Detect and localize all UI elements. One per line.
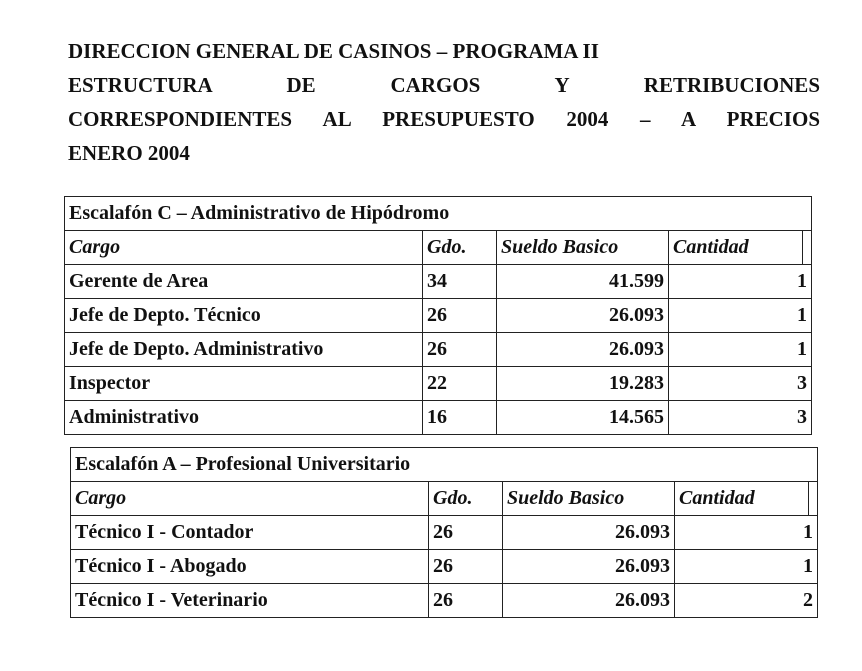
cell-sueldo: 26.093 <box>503 550 675 584</box>
section-heading: Escalafón C – Administrativo de Hipódromo <box>65 197 812 231</box>
section-heading-row <box>65 197 812 231</box>
table-row <box>65 333 812 367</box>
empty-cell <box>803 231 812 265</box>
cell-grado: 16 <box>423 401 497 435</box>
table-row <box>71 516 818 550</box>
column-header-grado: Gdo. <box>423 231 497 265</box>
table-row <box>65 299 812 333</box>
cell-sueldo: 19.283 <box>497 367 669 401</box>
cell-cargo: Técnico I - Contador <box>71 516 429 550</box>
cell-cantidad: 3 <box>669 401 812 435</box>
cell-grado: 34 <box>423 265 497 299</box>
table-row <box>65 367 812 401</box>
cell-sueldo: 26.093 <box>503 584 675 618</box>
column-header-sueldo: Sueldo Basico <box>497 231 669 265</box>
empty-cell <box>809 482 818 516</box>
salary-table-escalafon-a <box>70 447 818 618</box>
cell-cargo: Técnico I - Veterinario <box>71 584 429 618</box>
cell-sueldo: 41.599 <box>497 265 669 299</box>
table-row <box>71 584 818 618</box>
column-header-row <box>65 231 812 265</box>
cell-cargo: Jefe de Depto. Administrativo <box>65 333 423 367</box>
title-line-4: ENERO 2004 <box>68 141 190 165</box>
document-title <box>68 34 820 170</box>
column-header-row <box>71 482 818 516</box>
cell-sueldo: 26.093 <box>497 299 669 333</box>
cell-grado: 26 <box>423 299 497 333</box>
cell-cantidad: 1 <box>675 550 818 584</box>
cell-cantidad: 1 <box>669 265 812 299</box>
title-line-2: ESTRUCTURA DE CARGOS Y RETRIBUCIONES <box>68 73 820 97</box>
salary-table-escalafon-c <box>64 196 812 435</box>
cell-cantidad: 1 <box>675 516 818 550</box>
cell-sueldo: 26.093 <box>497 333 669 367</box>
cell-cantidad: 3 <box>669 367 812 401</box>
table-row <box>71 550 818 584</box>
cell-cargo: Jefe de Depto. Técnico <box>65 299 423 333</box>
cell-grado: 26 <box>423 333 497 367</box>
section-heading-row <box>71 448 818 482</box>
table-row <box>65 401 812 435</box>
column-header-cantidad: Cantidad <box>675 482 809 516</box>
cell-cargo: Inspector <box>65 367 423 401</box>
cell-cantidad: 1 <box>669 333 812 367</box>
title-line-1: DIRECCION GENERAL DE CASINOS – PROGRAMA II <box>68 39 599 63</box>
column-header-sueldo: Sueldo Basico <box>503 482 675 516</box>
section-heading: Escalafón A – Profesional Universitario <box>71 448 818 482</box>
column-header-cargo: Cargo <box>65 231 423 265</box>
cell-cargo: Administrativo <box>65 401 423 435</box>
table-row <box>65 265 812 299</box>
cell-cantidad: 1 <box>669 299 812 333</box>
column-header-grado: Gdo. <box>429 482 503 516</box>
cell-sueldo: 14.565 <box>497 401 669 435</box>
cell-grado: 26 <box>429 550 503 584</box>
cell-sueldo: 26.093 <box>503 516 675 550</box>
cell-grado: 26 <box>429 584 503 618</box>
cell-cargo: Técnico I - Abogado <box>71 550 429 584</box>
cell-grado: 22 <box>423 367 497 401</box>
cell-cantidad: 2 <box>675 584 818 618</box>
column-header-cargo: Cargo <box>71 482 429 516</box>
column-header-cantidad: Cantidad <box>669 231 803 265</box>
cell-grado: 26 <box>429 516 503 550</box>
title-line-3: CORRESPONDIENTES AL PRESUPUESTO 2004 – A PRECIOS <box>68 107 820 131</box>
cell-cargo: Gerente de Area <box>65 265 423 299</box>
